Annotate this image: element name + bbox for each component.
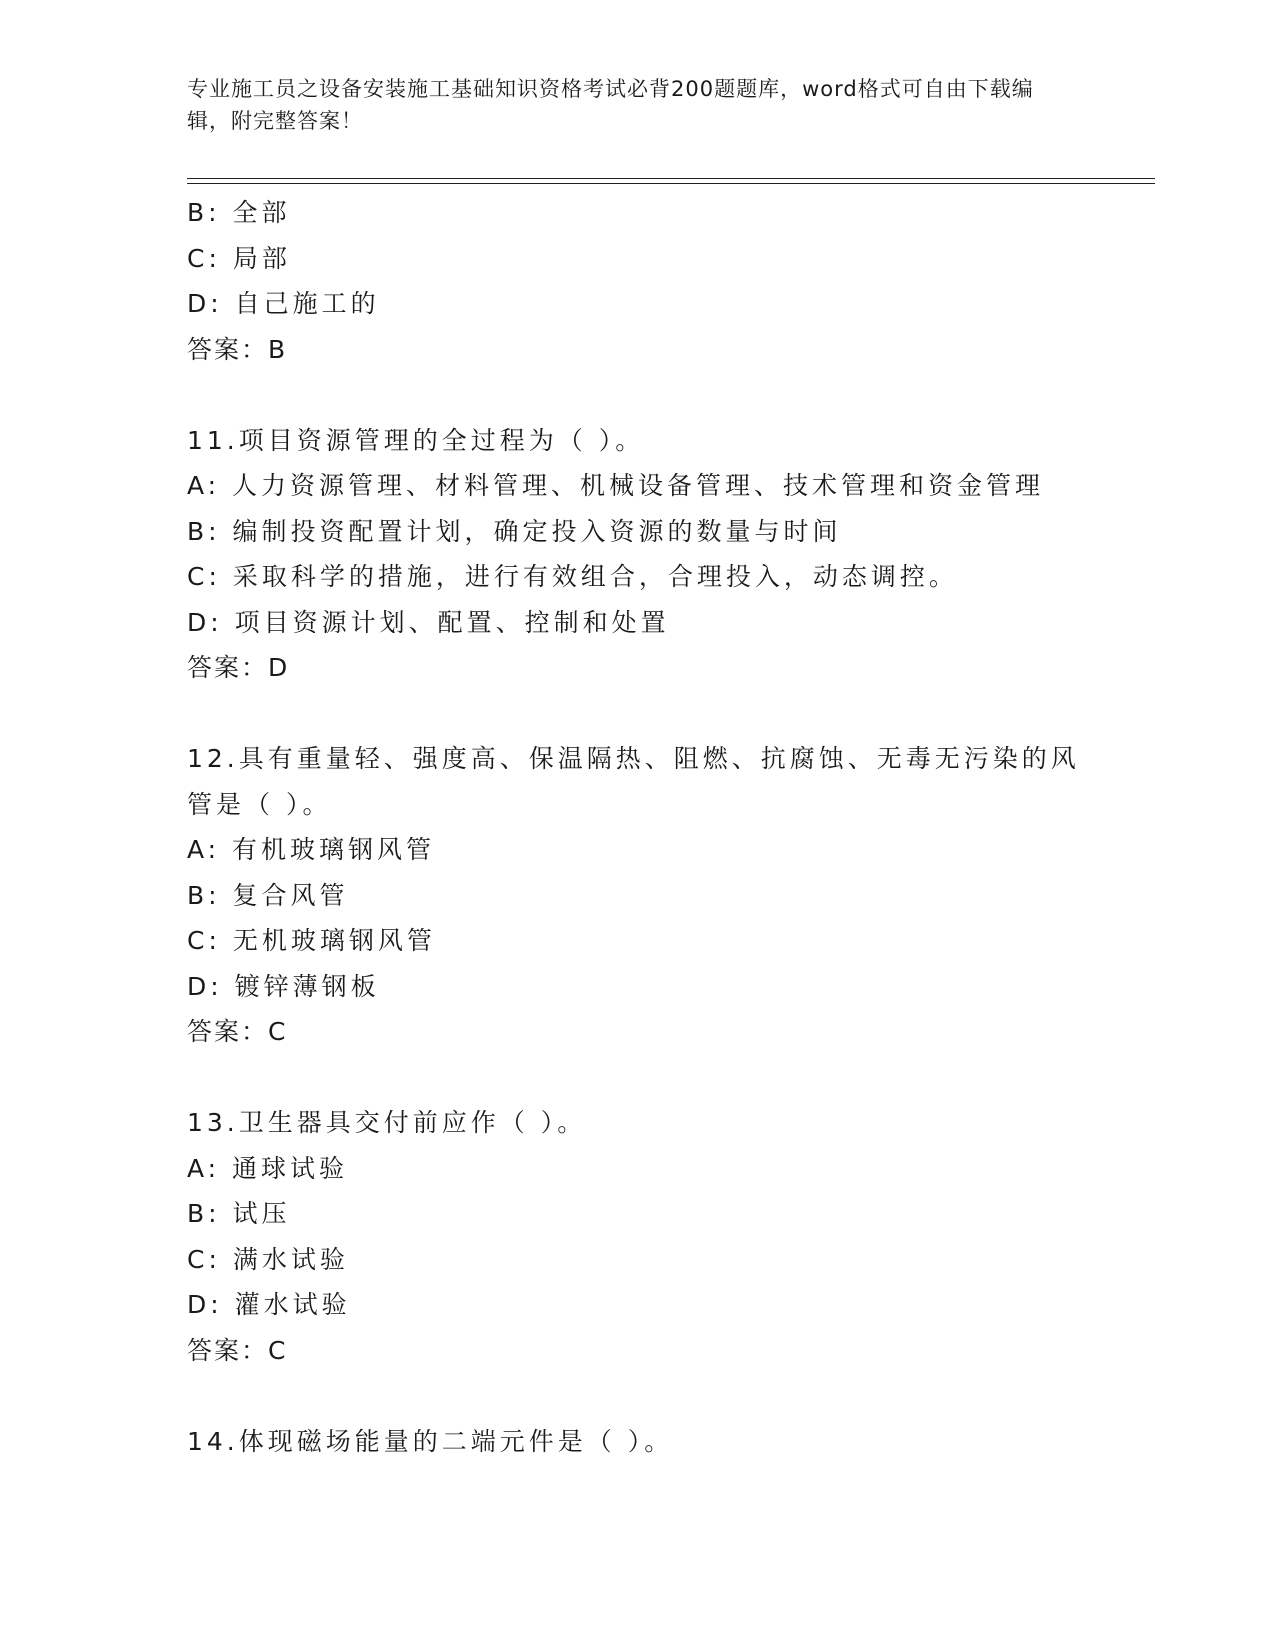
question-10	[187, 190, 1117, 372]
question-title-line-2: 管是（ ）。	[187, 789, 332, 819]
option-c: C: 无机玻璃钢风管	[187, 926, 436, 955]
option-d: D: 灌水试验	[187, 1290, 351, 1319]
spacer	[187, 1055, 1117, 1101]
question-title-line-1: 12.具有重量轻、强度高、保温隔热、阻燃、抗腐蚀、无毒无污染的风	[187, 744, 1080, 773]
question-list	[187, 190, 1117, 1464]
option-d: D: 镀锌薄钢板	[187, 971, 380, 1001]
option-b: B: 试压	[187, 1199, 291, 1228]
answer: 答案：C	[187, 1335, 288, 1365]
question-13	[187, 1100, 1117, 1373]
question-title: 11.项目资源管理的全过程为（ ）。	[187, 425, 645, 455]
option-b: B: 复合风管	[187, 880, 349, 910]
spacer	[187, 372, 1117, 418]
question-14	[187, 1419, 1117, 1465]
option-c: C: 采取科学的措施，进行有效组合，合理投入，动态调控。	[187, 562, 958, 591]
document-header: 专业施工员之设备安装施工基础知识资格考试必背200题题库，word格式可自由下载编辑，附完整答案！	[187, 77, 1034, 133]
option-c: C: 局部	[187, 243, 291, 273]
option-c: C: 满水试验	[187, 1244, 349, 1274]
question-title: 14.体现磁场能量的二端元件是（ ）。	[187, 1426, 674, 1456]
spacer	[187, 1373, 1117, 1419]
answer: 答案：C	[187, 1017, 288, 1046]
answer: 答案：D	[187, 653, 290, 682]
header-rule-top	[187, 178, 1155, 179]
option-d: D: 项目资源计划、配置、控制和处置	[187, 607, 670, 637]
spacer	[187, 691, 1117, 737]
option-a: A: 人力资源管理、材料管理、机械设备管理、技术管理和资金管理	[187, 471, 1045, 500]
question-12	[187, 736, 1117, 1055]
option-a: A: 有机玻璃钢风管	[187, 835, 436, 864]
option-b: B: 编制投资配置计划，确定投入资源的数量与时间	[187, 516, 842, 546]
option-a: A: 通球试验	[187, 1153, 349, 1183]
header-rule-bottom	[187, 183, 1155, 184]
question-title: 13.卫生器具交付前应作（ ）。	[187, 1108, 587, 1137]
option-b: B: 全部	[187, 198, 291, 227]
option-d: D: 自己施工的	[187, 289, 380, 318]
answer: 答案：B	[187, 334, 288, 364]
question-11	[187, 418, 1117, 691]
